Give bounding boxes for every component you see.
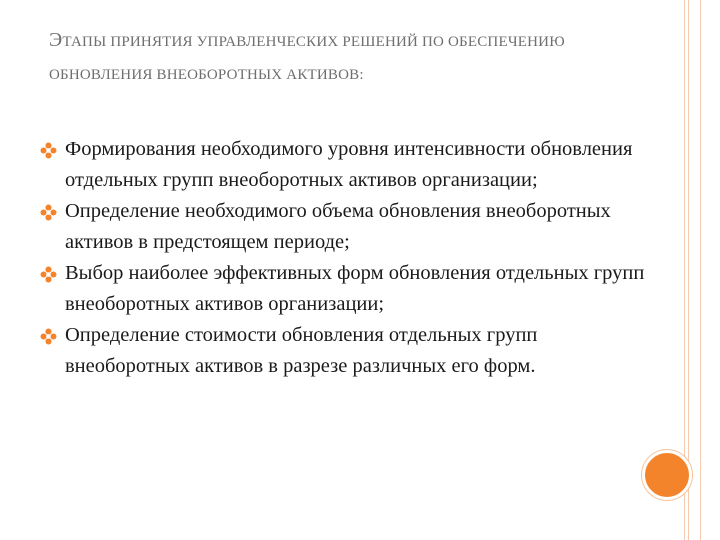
bullet-text: Определение необходимого объема обновления внеоборотных активов в предстоящем периоде; (65, 200, 611, 253)
title-rest: ТАПЫ ПРИНЯТИЯ УПРАВЛЕНЧЕСКИХ РЕШЕНИЙ ПО ОБЕСПЕЧЕНИЮ ОБНОВЛЕНИЯ ВНЕОБОРОТНЫХ АКТИВОВ: (49, 34, 565, 83)
bullet-text: Формирования необходимого уровня интенсивности обновления отдельных групп внеоборотных активов организации; (65, 138, 633, 191)
bullet-item (40, 320, 645, 382)
bullet-list (40, 134, 645, 382)
flower-bullet-icon (40, 328, 57, 345)
flower-bullet-icon (40, 142, 57, 159)
flower-bullet-icon (40, 204, 57, 221)
bullet-text: Выбор наиболее эффективных форм обновления отдельных групп внеоборотных активов организации; (65, 262, 645, 315)
decorative-rule (700, 0, 701, 540)
decorative-rule (688, 0, 689, 540)
title-first-letter: Э (49, 29, 63, 51)
flower-bullet-icon (40, 266, 57, 283)
bullet-item (40, 196, 645, 258)
bullet-item (40, 258, 645, 320)
bullet-text: Определение стоимости обновления отдельных групп внеоборотных активов в разрезе различных его форм. (65, 324, 538, 377)
slide-title (49, 24, 639, 92)
bullet-item (40, 134, 645, 196)
decorative-circle (642, 450, 692, 500)
